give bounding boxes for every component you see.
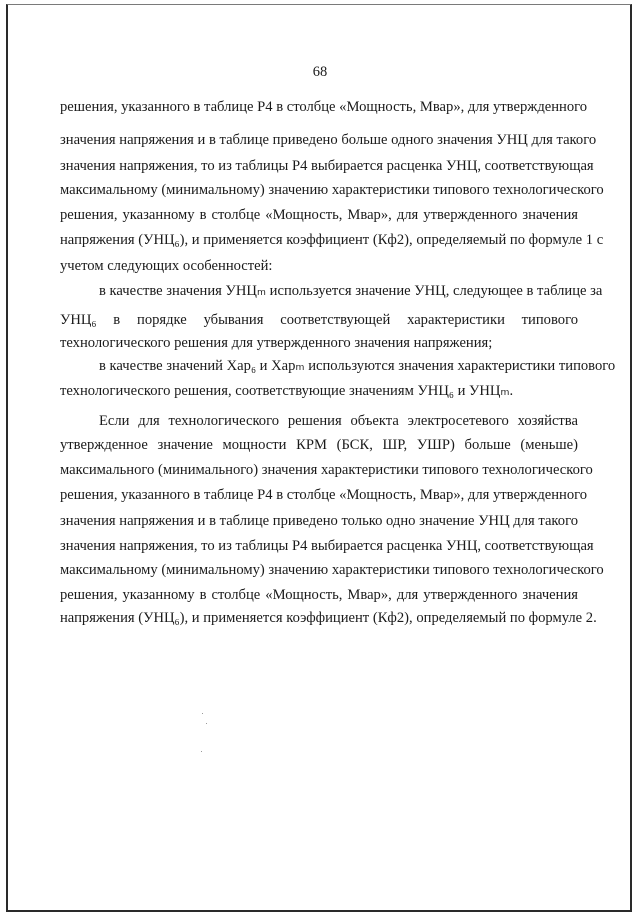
text-line: значения напряжения и в таблице приведено больше одного значения УНЦ для такого [60, 132, 597, 148]
text-line: максимального (минимального) значения характеристики типового технологического [60, 462, 593, 478]
text-line: в качестве значений Хар₆ и Харₘ используются значения характеристики типового [99, 358, 616, 374]
text-line: напряжения (УНЦ₆), и применяется коэффициент (Кф2), определяемый по формуле 1 с [60, 232, 604, 248]
scan-speck [206, 723, 207, 724]
text-line: значения напряжения, то из таблицы Р4 выбирается расценка УНЦ, соответствующая [60, 158, 594, 174]
text-line: УНЦ₆ в порядке убывания соответствующей характеристики типового [60, 312, 578, 328]
scan-speck [202, 713, 203, 714]
text-line: технологического решения, соответствующие значениям УНЦ₆ и УНЦₘ. [60, 383, 514, 399]
text-line: значения напряжения, то из таблицы Р4 выбирается расценка УНЦ, соответствующая [60, 538, 594, 554]
text-line: напряжения (УНЦ₆), и применяется коэффициент (Кф2), определяемый по формуле 2. [60, 610, 597, 626]
text-line: решения, указанного в таблице Р4 в столбце «Мощность, Мвар», для утвержденного [60, 487, 588, 503]
text-line: в качестве значения УНЦₘ используется значение УНЦ, следующее в таблице за [99, 283, 603, 299]
text-line: решения, указанному в столбце «Мощность, Мвар», для утвержденного значения [60, 587, 578, 603]
text-line: значения напряжения и в таблице приведено только одно значение УНЦ для такого [60, 513, 578, 529]
text-line: учетом следующих особенностей: [60, 258, 273, 274]
text-line: максимальному (минимальному) значению характеристики типового технологического [60, 562, 604, 578]
text-line: максимальному (минимальному) значению характеристики типового технологического [60, 182, 604, 198]
text-line: решения, указанного в таблице Р4 в столбце «Мощность, Мвар», для утвержденного [60, 99, 588, 115]
text-line: технологического решения для утвержденного значения напряжения; [60, 335, 493, 351]
page-number: 68 [312, 64, 328, 80]
text-line: решения, указанному в столбце «Мощность, Мвар», для утвержденного значения [60, 207, 578, 223]
text-line: утвержденное значение мощности КРМ (БСК, ШР, УШР) больше (меньше) [60, 437, 578, 453]
scan-speck [201, 751, 202, 752]
text-line: Если для технологического решения объекта электросетевого хозяйства [99, 413, 578, 429]
